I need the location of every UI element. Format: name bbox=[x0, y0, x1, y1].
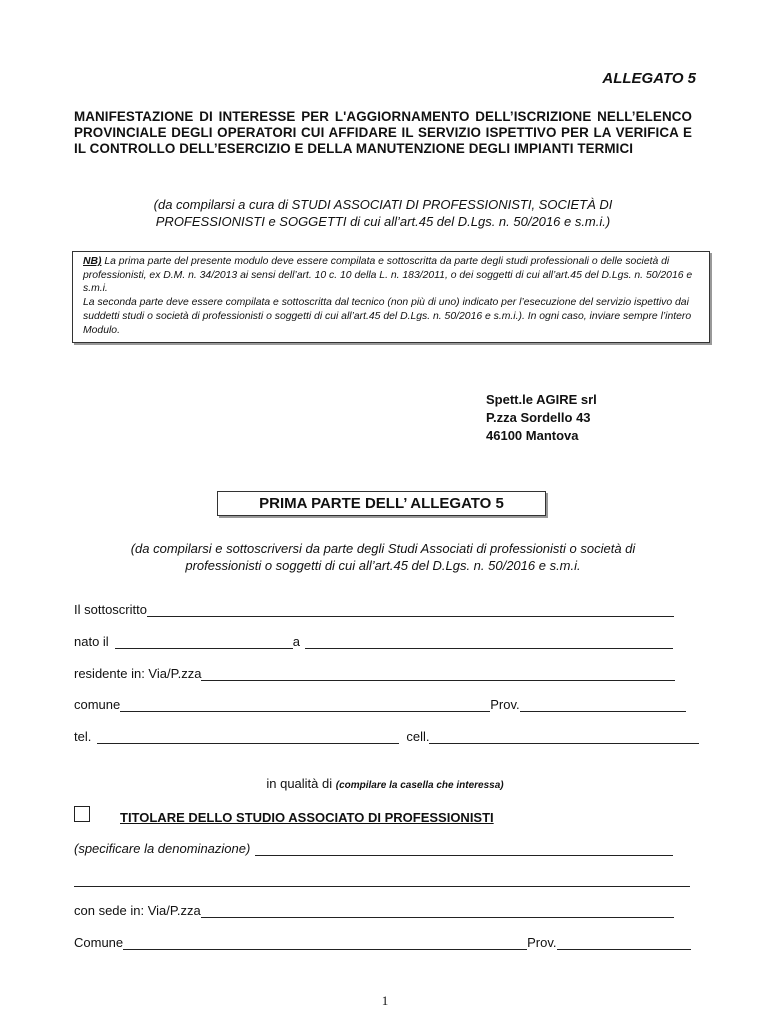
input-sede[interactable] bbox=[201, 904, 674, 918]
titolare-label: TITOLARE DELLO STUDIO ASSOCIATO DI PROFESSIONISTI bbox=[120, 810, 494, 825]
nb-paragraph-1 bbox=[83, 255, 703, 296]
nb-text-1: La prima parte del presente modulo deve essere compilata e sottoscritta da parte degli studi professionali o delle società di professionisti, ex D.M. n. 34/2013 ai sensi dell’art. 10 c. 10 della L. n. 183/2011, o dei soggetti di cui all’art.45 del D.Lgs. n. 50/2016 e s.m.i. bbox=[83, 256, 693, 295]
field-denominazione-cont bbox=[74, 873, 690, 887]
nb-text-2: La seconda parte deve essere compilata e sottoscritta dal tecnico (non più di uno) indicato per l’esecuzione del servizio ispettivo dai suddetti studi o società di professionisti o soggetti di cui all’art.45 del D.Lgs. n. 50/2016 e s.m.i.). In ogni caso, inviare sempre l’intero Modulo. bbox=[83, 297, 692, 336]
label-sede: con sede in: Via/P.zza bbox=[74, 903, 201, 918]
label-cell: cell. bbox=[406, 729, 430, 744]
qualita-line bbox=[0, 776, 770, 791]
document-heading: MANIFESTAZIONE DI INTERESSE PER L'AGGIORNAMENTO DELL’ISCRIZIONE NELL’ELENCO PROVINCIALE DEGLI OPERATORI CUI AFFIDARE IL SERVIZIO ISPETTIVO PER LA VERIFICA E IL CONTROLLO DELL’ESERCIZIO E DELLA MANUTENZIONE DEGLI IMPIANTI TERMICI bbox=[74, 109, 692, 156]
field-comune bbox=[74, 697, 686, 712]
part-sub-line-2: professionisti o soggetti di cui all’art.45 del D.Lgs. n. 50/2016 e s.m.i. bbox=[185, 558, 581, 573]
input-comune-sede[interactable] bbox=[123, 936, 527, 950]
field-contatti bbox=[74, 729, 699, 744]
label-tel: tel. bbox=[74, 729, 92, 744]
input-residenza[interactable] bbox=[201, 667, 675, 681]
field-denominazione bbox=[74, 841, 673, 856]
input-prov-sede[interactable] bbox=[557, 936, 691, 950]
input-denominazione[interactable] bbox=[255, 842, 673, 856]
subtitle-line-2: PROFESSIONISTI e SOGGETTI di cui all’art.45 del D.Lgs. n. 50/2016 e s.m.i.) bbox=[155, 214, 611, 229]
address-line-1: Spett.le AGIRE srl bbox=[486, 392, 597, 407]
page-number: 1 bbox=[381, 993, 389, 1008]
input-cell[interactable] bbox=[429, 730, 699, 744]
field-comune-sede bbox=[74, 935, 691, 950]
input-prov[interactable] bbox=[520, 698, 686, 712]
label-comune: comune bbox=[74, 697, 121, 712]
label-prov: Prov. bbox=[490, 697, 520, 712]
label-residente: residente in: Via/P.zza bbox=[74, 666, 202, 681]
input-luogo-nascita[interactable] bbox=[305, 635, 673, 649]
nb-label: NB) bbox=[83, 256, 102, 267]
label-comune-sede: Comune bbox=[74, 935, 124, 950]
field-nascita bbox=[74, 634, 673, 649]
recipient-address bbox=[486, 391, 597, 445]
input-tel[interactable] bbox=[97, 730, 399, 744]
subtitle-line-1: (da compilarsi a cura di STUDI ASSOCIATI DI PROFESSIONISTI, SOCIETÀ DI bbox=[153, 197, 613, 212]
qualita-text: in qualità di bbox=[266, 776, 336, 791]
qualita-note: (compilare la casella che interessa) bbox=[335, 780, 504, 791]
field-residenza bbox=[74, 666, 675, 681]
field-sede bbox=[74, 903, 674, 918]
part-one-title: PRIMA PARTE DELL’ ALLEGATO 5 bbox=[217, 491, 546, 516]
label-sottoscritto: Il sottoscritto bbox=[74, 602, 147, 617]
label-prov-sede: Prov. bbox=[527, 935, 557, 950]
input-sottoscritto[interactable] bbox=[147, 603, 674, 617]
nb-notice-box bbox=[72, 251, 710, 343]
field-sottoscritto bbox=[74, 602, 674, 617]
input-comune[interactable] bbox=[120, 698, 490, 712]
label-denominazione: (specificare la denominazione) bbox=[74, 841, 251, 856]
part-one-subtitle bbox=[74, 540, 692, 574]
label-a: a bbox=[292, 634, 300, 649]
label-nato-il: nato il bbox=[74, 634, 109, 649]
address-line-3: 46100 Mantova bbox=[486, 428, 579, 443]
subtitle bbox=[74, 196, 692, 230]
input-data-nascita[interactable] bbox=[115, 635, 293, 649]
input-denominazione-cont[interactable] bbox=[74, 873, 690, 887]
titolare-checkbox[interactable] bbox=[74, 806, 90, 822]
part-sub-line-1: (da compilarsi e sottoscriversi da parte degli Studi Associati di professionisti o società di bbox=[130, 541, 636, 556]
allegato-label: ALLEGATO 5 bbox=[602, 70, 696, 87]
address-line-2: P.zza Sordello 43 bbox=[486, 410, 591, 425]
